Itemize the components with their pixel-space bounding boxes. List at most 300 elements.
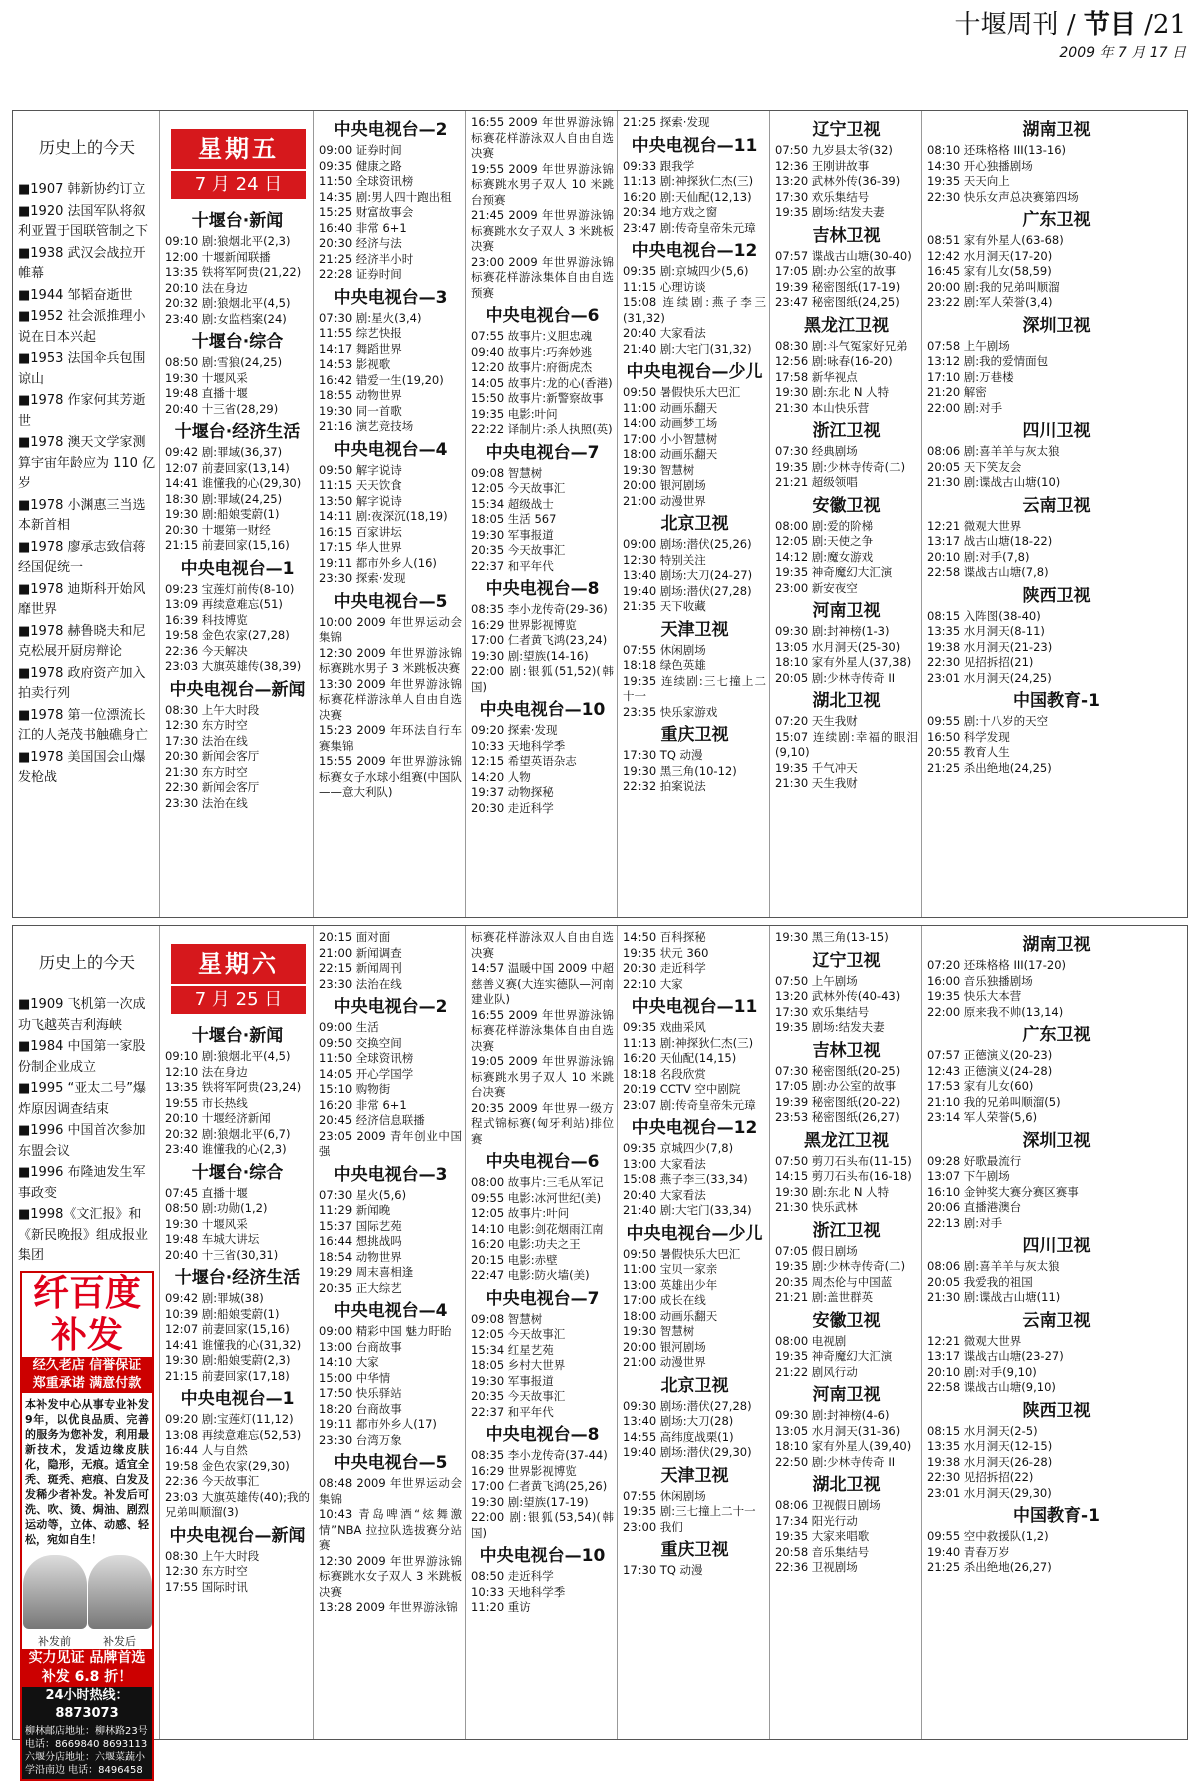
channel-block [775,494,918,597]
program-item: 14:20 人物 [471,769,531,784]
program-item: 14:41 谁懂我的心(31,32) [165,1337,302,1352]
program-item: 08:50 剧:功勋(1,2) [165,1201,268,1215]
program-item: 17:05 剧:办公室的故事 [775,264,897,278]
schedule-column [769,926,921,1739]
program-item: 18:10 家有外星人(39,40) [775,1439,912,1453]
ad-slogan-2: 郑重承诺 满意付款 [22,1375,152,1393]
program-item: 19:58 金色农家(27,28) [165,628,290,642]
history-item: ■1984 中国第一家股份制企业成立 [18,1039,146,1075]
program-item: 16:42 错爱一生(19,20) [319,372,444,387]
program-item: 15:55 2009 年世界游泳锦标赛女子水球小组赛(中国队——意大利队) [319,754,462,799]
channel-block [471,1423,614,1541]
channel-block [165,1387,310,1521]
channel-block [775,419,918,491]
channel-name: 黑龙江卫视 [804,1130,889,1151]
program-item: 15:34 红星艺苑 [471,1342,554,1357]
channel-name: 中央电视台—11 [631,135,758,156]
program-item: 11:55 综艺快报 [319,326,402,340]
program-item: 09:55 空中救援队(1,2) [927,1529,1049,1543]
program-item: 20:35 2009 年世界一级方程式锦标赛(匈牙利站)排位赛 [471,1100,614,1146]
program-item: 22:50 剧:少林寺传奇 II [775,1454,896,1469]
program-item: 14:50 百科探秘 [623,930,706,944]
ad-photos [22,1551,152,1633]
channel-block [775,1383,918,1470]
program-item: 10:43 青岛啤酒“炫舞激情”NBA 拉拉队选拔赛分站赛 [319,1507,462,1552]
program-item: 22:00 剧:对手 [927,400,1003,415]
program-item: 13:30 2009 年世界游泳锦标赛花样游泳单人自由自选决赛 [319,676,462,722]
program-item: 14:15 剪刀石头布(16-18) [775,1169,912,1183]
program-item: 19:35 连续剧:三七撞上二十一 [623,673,766,703]
program-item: 21:16 演艺竞技场 [319,419,414,433]
channel-block [623,360,766,509]
channel-block [165,330,310,417]
channel-block [623,239,766,357]
channel-name: 重庆卫视 [660,725,729,745]
program-item: 15:10 购物街 [319,1082,391,1096]
program-item: 20:00 银河剧场 [623,1339,706,1354]
program-item: 08:06 卫视假日剧场 [775,1498,881,1512]
program-item: 12:43 正德演义(24-28) [927,1063,1053,1078]
channel-name: 中央电视台—8 [485,1425,600,1445]
program-item: 12:30 东方时空 [165,1564,248,1578]
channel-block [775,314,918,417]
program-item: 09:30 剧场:潜伏(27,28) [623,1398,752,1413]
program-item: 07:57 正德演义(20-23) [927,1048,1053,1062]
channel-name: 中央电视台—12 [631,1118,758,1138]
channel-block [927,584,1186,687]
program-item: 16:39 科技博览 [165,612,248,627]
program-item: 09:50 暑假快乐大巴汇 [623,1246,741,1261]
day-name: 星期五 [171,129,306,169]
program-item: 16:40 非常 6+1 [319,220,407,235]
channel-name: 十堰台·新闻 [191,211,284,231]
program-item: 19:35 天天向上 [927,174,1010,188]
program-item: 07:50 九岁县太爷(32) [775,143,893,157]
channel-block [927,1129,1186,1232]
program-item: 12:05 剧:天使之争 [775,534,874,548]
channel-name: 中央电视台—10 [479,1546,606,1566]
program-item: 20:40 十三省(30,31) [165,1247,279,1262]
channel-block [775,1309,918,1381]
program-item: 16:45 家有儿女(58,59) [927,264,1052,278]
program-item: 09:10 剧:狼烟北平(4,5) [165,1049,291,1063]
channel-name: 陕西卫视 [1022,585,1091,606]
history-item: ■1996 布隆迪发生军事政变 [18,1165,146,1201]
program-item: 12:05 故事片:叶问 [471,1206,570,1220]
program-item: 19:30 军事报道 [471,1373,554,1388]
program-item: 08:00 电视剧 [775,1333,847,1348]
history-item: ■1978 政府资产加入拍卖行列 [18,665,146,701]
ad-photo-labels [22,1633,152,1649]
channel-block [165,1024,310,1158]
program-item: 17:00 小小智慧树 [623,431,718,446]
program-item: 21:30 天生我财 [775,776,858,790]
channel-name: 十堰台·经济生活 [174,1268,301,1288]
program-item: 09:30 剧:封神榜(4-6) [775,1408,890,1422]
channel-name: 湖北卫视 [812,1475,881,1495]
channel-block [319,438,462,587]
program-item: 09:00 生活 [319,1020,379,1034]
history-column [13,926,159,1776]
program-item: 19:35 剧:少林寺传奇(二) [775,1259,906,1273]
program-item: 21:00 动漫世界 [623,493,706,508]
program-item: 09:50 暑假快乐大巴汇 [623,385,741,399]
day-banner [171,129,306,199]
day-name: 星期六 [171,944,306,984]
channel-name: 中央电视台—5 [333,591,448,612]
program-item: 19:35 神奇魔幻大汇演 [775,565,893,579]
program-item: 19:35 神奇魔幻大汇演 [775,1349,893,1363]
program-item: 13:28 2009 年世界游泳锦 [319,1600,458,1614]
program-item: 17:30 欢乐集结号 [775,189,870,204]
program-item: 22:36 卫视剧场 [775,1560,858,1574]
program-item: 08:10 还珠格格 III(13-16) [927,143,1067,157]
program-item: 21:30 快乐武林 [775,1200,858,1214]
channel-name: 湖南卫视 [1022,120,1091,140]
channel-name: 中央电视台—2 [333,120,448,140]
program-item: 17:00 仁者黄飞鸿(23,24) [471,633,608,647]
schedule-column [465,926,617,1739]
channel-block [165,1266,310,1384]
program-item: 23:30 法治在线 [165,795,248,810]
program-item: 22:30 快乐女声总决赛第四场 [927,189,1079,204]
program-item: 09:35 戏曲采风 [623,1020,706,1034]
ad-before-label: 补发前 [38,1634,71,1648]
program-item: 13:00 英雄出少年 [623,1277,718,1292]
program-item: 07:55 休闲剧场 [623,642,706,657]
program-item: 19:38 水月洞天(21-23) [927,639,1053,654]
program-item: 20:32 剧:狼烟北平(6,7) [165,1126,291,1141]
channel-block [927,689,1186,776]
program-item: 09:50 解字说诗 [319,462,402,477]
program-item: 09:08 智慧树 [471,1311,543,1326]
program-item: 21:25 杀出绝地(26,27) [927,1560,1052,1574]
program-item: 19:39 秘密图纸(17-19) [775,279,901,294]
program-item: 19:30 剧:船娘雯蔚(1) [165,507,280,521]
program-item: 18:05 生活 567 [471,512,557,526]
channel-block [623,723,766,795]
program-item: 09:40 故事片:巧奔妙逃 [471,344,593,359]
program-item: 18:54 动物世界 [319,1249,402,1264]
channel-block [471,1544,614,1616]
channel-name: 中国教育-1 [1013,691,1100,711]
program-item: 14:10 电影:剑花烟雨江南 [471,1221,604,1236]
channel-name: 中央电视台—12 [631,241,758,261]
program-item: 22:00 剧:银狐(53,54)(韩国) [471,1510,614,1540]
channel-name: 湖南卫视 [1022,935,1091,955]
program-item: 08:48 2009 年世界运动会集锦 [319,1476,462,1506]
program-item: 23:40 谁懂我的心(2,3) [165,1142,287,1156]
ad-hotline: 24小时热线：8873073 [22,1687,152,1723]
channel-block [623,1464,766,1536]
program-item: 12:00 十堰新闻联播 [165,249,271,264]
program-item: 14:55 高纬度战栗(1) [623,1429,734,1444]
channel-name: 四川卫视 [1022,421,1091,441]
program-item: 20:10 十堰经济新闻 [165,1111,271,1125]
program-item: 15:08 连续剧:燕子李三(31,32) [623,295,766,325]
channel-block [623,512,766,615]
channel-block [927,419,1186,491]
channel-block [471,441,614,575]
program-item: 23:30 台湾万象 [319,1432,402,1447]
channel-name: 中国教育-1 [1013,1506,1100,1526]
channel-block [471,577,614,695]
channel-name: 天津卫视 [660,1465,729,1486]
program-item: 19:40 剧场:潜伏(27,28) [623,583,752,598]
ad-contact: 柳林邮店地址：柳林路23号 电话：8669840 8693113 六堰分店地址：六堰菜蔬小学沿南边 电话：8496458 [22,1723,152,1779]
program-item: 12:30 特别关注 [623,552,706,567]
channel-block [775,1129,918,1216]
program-item: 19:35 大家来唱歌 [775,1529,870,1543]
channel-block [927,208,1186,311]
history-item: ■1944 邹韬奋逝世 [18,287,133,303]
channel-block [623,1116,766,1219]
program-item: 09:00 剧场:潜伏(25,26) [623,537,752,551]
program-item: 13:17 战古山塘(18-22) [927,534,1053,548]
program-item: 21:30 东方时空 [165,764,248,779]
program-item: 16:55 2009 年世界游泳锦标赛花样游泳双人自由自选决赛 [471,115,614,160]
program-item: 12:36 王刚讲故事 [775,158,870,173]
program-item: 12:10 法在身边 [165,1064,248,1079]
program-item: 20:58 音乐集结号 [775,1544,870,1559]
program-item: 23:03 大旗英雄传(40);我的兄弟叫顺溜(3) [165,1489,310,1519]
program-item: 12:07 前妻回家(13,14) [165,460,290,475]
program-item: 12:30 东方时空 [165,718,248,732]
program-item: 20:35 周杰伦与中国蓝 [775,1274,893,1289]
history-item: ■1920 法国军队将叙利亚置于国联管制之下 [18,203,149,239]
history-item: ■1909 飞机第一次成功飞越英吉利海峡 [18,997,146,1033]
program-item: 21:10 我的兄弟叫顺溜(5) [927,1094,1061,1109]
program-item: 13:07 下午剧场 [927,1169,1010,1183]
program-item: 15:37 国际艺苑 [319,1218,402,1233]
program-item: 18:10 家有外星人(37,38) [775,655,912,669]
program-item: 17:15 华人世界 [319,540,402,554]
program-item: 17:30 法治在线 [165,733,248,748]
program-item: 19:30 智慧树 [623,1324,695,1338]
program-item: 22:10 大家 [623,976,683,991]
program-item: 11:15 心理访谈 [623,279,706,294]
program-item: 21:00 动漫世界 [623,1355,706,1369]
program-item: 09:55 电影:冰河世纪(美) [471,1190,602,1205]
program-item: 12:56 剧:咏春(16-20) [775,354,893,368]
program-item: 10:00 2009 年世界运动会集锦 [319,614,462,644]
program-item: 22:30 见招拆招(21) [927,655,1034,669]
schedule-panel-saturday [12,925,1188,1776]
program-item: 21:21 剧:盖世群英 [775,1290,874,1304]
program-item: 09:23 宝莲灯前传(8-10) [165,581,295,596]
channel-block [319,590,462,801]
program-item: 22:22 译制片:杀人执照(英) [471,422,613,436]
program-item: 16:20 电影:功夫之王 [471,1237,581,1251]
program-item: 07:05 假日剧场 [775,1243,858,1258]
program-item: 09:55 剧:十八岁的天空 [927,714,1049,728]
program-item: 17:10 剧:万巷楼 [927,369,1014,384]
program-item: 09:42 剧:罪城(38) [165,1291,264,1305]
program-item: 14:05 开心学国学 [319,1066,414,1081]
program-item: 07:20 还珠格格 III(17-20) [927,958,1067,972]
program-item: 17:30 欢乐集结号 [775,1004,870,1019]
program-item: 07:45 直播十堰 [165,1185,248,1200]
program-item: 22:00 剧:银狐(51,52)(韩国) [471,664,614,694]
program-item: 18:18 名段欣赏 [623,1066,706,1081]
program-item: 12:21 微观大世界 [927,518,1022,533]
program-item: 19:30 智慧树 [623,462,695,477]
program-item: 20:30 走近科学 [471,800,554,815]
program-item: 21:30 剧:谍战古山塘(10) [927,475,1061,489]
program-item: 20:15 面对面 [319,930,391,944]
history-item: ■1995 “亚太二号”爆炸原因调查结束 [18,1081,146,1117]
program-item: 14:11 剧:夜深沉(18,19) [319,509,448,523]
channel-block [927,314,1186,417]
ad-title: 纤百度 [22,1273,152,1315]
channel-name: 湖北卫视 [812,691,881,711]
program-item: 17:55 国际时讯 [165,1579,248,1594]
program-item: 18:05 乡村大世界 [471,1358,566,1372]
history-title: 历史上的今天 [38,138,135,157]
program-item: 16:00 音乐独播剧场 [927,973,1033,988]
program-item: 08:15 入阵图(38-40) [927,608,1041,623]
program-item: 14:57 温暖中国 2009 中超慈善义赛(大连实德队—河南建业队) [471,961,614,1006]
program-item: 17:00 成长在线 [623,1293,706,1307]
program-item: 19:11 都市外乡人(16) [319,555,437,570]
program-item: 09:28 好歌最流行 [927,1153,1022,1168]
program-item: 22:00 原来我不帅(13,14) [927,1004,1064,1019]
program-item: 20:35 正大综艺 [319,1280,402,1295]
program-item: 07:30 秘密图纸(20-25) [775,1063,901,1078]
channel-block [471,304,614,438]
program-item: 08:00 故事片:三毛从军记 [471,1175,604,1189]
program-item: 12:30 2009 年世界游泳锦标赛跳水男子 3 米跳板决赛 [319,645,462,675]
program-item: 09:30 剧:封神榜(1-3) [775,624,890,638]
channel-name: 中央电视台—新闻 [169,679,306,700]
program-item: 09:00 精彩中国 魅力盱眙 [319,1324,452,1338]
channel-name: 中央电视台—新闻 [169,1525,306,1546]
program-item: 23:03 大旗英雄传(38,39) [165,659,302,673]
program-item: 19:30 剧:望族(17-19) [471,1494,589,1509]
program-item: 12:21 微观大世界 [927,1333,1022,1348]
program-item: 22:15 新闻周刊 [319,961,402,975]
program-item: 23:00 我们 [623,1519,683,1534]
channel-name: 中央电视台—1 [180,558,295,579]
history-item: ■1978 澳天文学家测算宇宙年龄应为 110 亿岁 [18,435,156,491]
program-item: 12:15 希望英语杂志 [471,754,577,768]
program-item: 22:32 拍案说法 [623,779,706,793]
program-item: 19:35 剧:少林寺传奇(二) [775,459,906,474]
program-item: 13:12 剧:我的爱情面包 [927,354,1049,368]
program-item: 20:35 今天故事汇 [471,543,566,557]
ad-photo-after [88,1555,152,1629]
program-item: 19:30 军事报道 [471,527,554,542]
program-item: 12:07 前妻回家(15,16) [165,1322,290,1336]
channel-block [927,1399,1186,1502]
channel-name: 中央电视台—4 [333,439,448,460]
program-item: 19:35 快乐大本营 [927,989,1022,1003]
program-item: 13:50 解字说诗 [319,493,402,508]
program-item: 21:30 本山快乐营 [775,400,870,415]
channel-name: 中央电视台—少儿 [626,1223,763,1244]
program-item: 07:58 上午剧场 [927,338,1010,353]
program-item: 16:20 非常 6+1 [319,1097,407,1112]
program-item: 20:32 剧:狼烟北平(4,5) [165,296,291,310]
program-item: 16:20 剧:天仙配(12,13) [623,189,752,204]
program-item: 20:45 经济信息联播 [319,1113,425,1127]
program-item: 16:44 人与自然 [165,1443,248,1457]
program-item: 15:25 财富故事会 [319,205,414,219]
channel-name: 十堰台·综合 [191,1162,284,1183]
ad-slogan: 经久老店 信誉保证 [22,1357,152,1375]
program-item: 23:05 2009 青年创业中国强 [319,1128,462,1158]
program-item: 20:10 剧:对手(7,8) [927,549,1030,564]
schedule-column [921,926,1189,1739]
program-item: 09:42 剧:罪域(36,37) [165,445,283,459]
program-item: 13:40 剧场:大刀(24-27) [623,568,753,582]
program-item: 09:35 京城四少(7,8) [623,1141,734,1155]
history-item: ■1978 作家何其芳逝世 [18,393,146,429]
program-item: 11:15 天天饮食 [319,478,402,492]
channel-name: 河南卫视 [812,601,881,621]
program-item: 23:30 法治在线 [319,976,402,991]
program-item: 08:35 李小龙传奇(29-36) [471,602,608,616]
channel-block [319,1299,462,1448]
program-item: 07:50 上午剧场 [775,973,858,988]
program-item: 19:30 黑三角(13-15) [775,930,889,944]
program-item: 12:30 2009 年世界游泳锦标赛跳水女子双人 3 米跳板决赛 [319,1553,462,1599]
channel-name: 广东卫视 [1022,210,1091,230]
program-item: 20:19 CCTV 空中剧院 [623,1082,741,1096]
ad-price: 补发 6.8 折！ [22,1668,152,1687]
channel-block [471,930,614,1147]
program-item: 19:37 动物探秘 [471,785,554,799]
program-item: 20:00 银河剧场 [623,478,706,492]
program-item: 22:28 证券时间 [319,267,402,281]
channel-name: 吉林卫视 [812,1040,881,1061]
program-item: 19:48 车城大讲坛 [165,1232,260,1246]
program-item: 11:29 新闻晚 [319,1203,391,1217]
masthead-date: 2009 年 7 月 17 日 [1059,45,1186,61]
program-item: 20:40 大家看法 [623,1187,706,1202]
program-item: 20:30 走近科学 [623,961,706,975]
program-item: 21:40 剧:大宅门(31,32) [623,341,752,356]
program-item: 10:33 天地科学季 [471,1584,566,1599]
program-item: 19:38 水月洞天(26-28) [927,1454,1053,1469]
program-item: 11:50 全球资讯榜 [319,174,414,188]
channel-block [775,949,918,1036]
program-item: 11:50 全球资讯榜 [319,1051,414,1065]
program-item: 19:29 周末喜相逢 [319,1265,414,1279]
program-item: 15:07 连续剧:幸福的眼泪(9,10) [775,729,918,759]
program-item: 14:35 剧:男人四十跑出租 [319,189,452,204]
program-item: 20:30 十堰第一财经 [165,522,271,537]
program-item: 22:47 电影:防火墙(美) [471,1268,590,1282]
program-item: 15:23 2009 年环法自行车赛集锦 [319,723,462,753]
program-item: 23:01 水月洞天(29,30) [927,1485,1052,1500]
program-item: 22:58 谍战古山塘(7,8) [927,565,1049,579]
program-item: 23:53 秘密图纸(26,27) [775,1110,900,1124]
program-item: 19:58 金色农家(29,30) [165,1458,290,1473]
channel-name: 广东卫视 [1022,1025,1091,1045]
program-item: 17:30 TQ 动漫 [623,748,703,762]
channel-name: 云南卫视 [1022,1310,1091,1331]
program-item: 09:08 智慧树 [471,465,543,480]
program-item: 13:35 水月洞天(8-11) [927,624,1045,638]
program-item: 20:40 十三省(28,29) [165,401,279,416]
program-item: 16:10 金钟奖大赛分赛区赛事 [927,1184,1079,1199]
program-item: 20:06 直播港澳台 [927,1200,1022,1214]
program-item: 19:30 十堰风采 [165,1216,248,1231]
program-item: 15:50 故事片:新警察故事 [471,391,604,405]
channel-name: 天津卫视 [660,619,729,640]
day-date: 7 月 25 日 [171,986,306,1014]
